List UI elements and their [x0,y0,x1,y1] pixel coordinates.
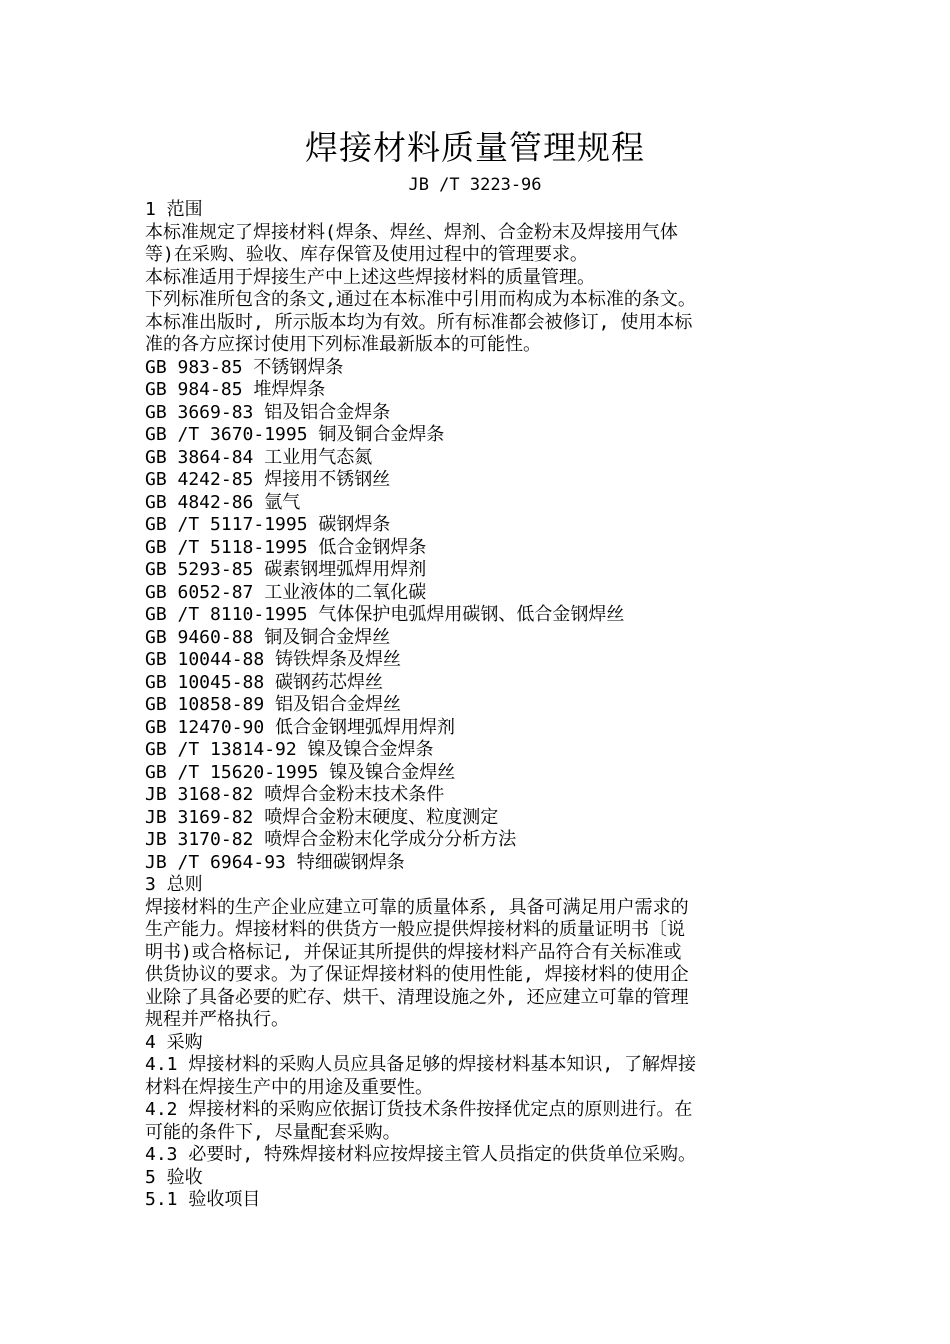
text-line: JB 3170-82 喷焊合金粉末化学成分分析方法 [145,829,517,850]
text-line: 可能的条件下, 尽量配套采购。 [145,1121,401,1143]
text-line: 5.1 验收项目 [145,1189,261,1210]
text-line: 4.1 焊接材料的采购人员应具备足够的焊接材料基本知识, 了解焊接 [145,1054,697,1075]
text-line: GB 10045-88 碳钢药芯焊丝 [145,671,384,693]
text-line: 生产能力。焊接材料的供货方一般应提供焊接材料的质量证明书〔说 [145,919,685,940]
text-line: 4 采购 [145,1031,203,1053]
text-line: 供货协议的要求。为了保证焊接材料的使用性能, 焊接材料的使用企 [145,964,689,985]
document-body [145,199,817,1212]
text-line: 4.3 必要时, 特殊焊接材料应按焊接主管人员指定的供货单位采购。 [145,1144,697,1165]
text-line: JB /T 6964-93 特细碳钢焊条 [145,851,405,873]
text-line: 本标准规定了焊接材料(焊条、焊丝、焊剂、合金粉末及焊接用气体 [145,221,678,243]
text-line: GB 5293-85 碳素钢埋弧焊用焊剂 [145,559,427,580]
text-line: 焊接材料的生产企业应建立可靠的质量体系, 具备可满足用户需求的 [145,896,689,918]
text-line: 明书)或合格标记, 并保证其所提供的焊接材料产品符合有关标准或 [145,941,682,963]
text-line: GB 984-85 堆焊焊条 [145,379,326,400]
text-line: GB 4842-86 氩气 [145,491,301,513]
text-line: GB 3669-83 铝及铝合金焊条 [145,401,391,423]
text-line: GB 10044-88 铸铁焊条及焊丝 [145,649,402,670]
text-line: 准的各方应探讨使用下列标准最新版本的可能性。 [145,334,541,355]
text-line: GB 10858-89 铝及铝合金焊丝 [145,694,402,715]
text-line: GB 4242-85 焊接用不锈钢丝 [145,469,391,490]
text-line: 业除了具备必要的贮存、烘干、清理设施之外, 还应建立可靠的管理 [145,986,689,1008]
text-line: GB 6052-87 工业液体的二氧化碳 [145,581,427,603]
text-line: GB 12470-90 低合金钢埋弧焊用焊剂 [145,716,456,738]
text-line: 材料在焊接生产中的用途及重要性。 [145,1076,433,1098]
text-line: GB 3864-84 工业用气态氮 [145,446,373,468]
text-line: 1 范围 [145,199,203,220]
text-line: 本标准出版时, 所示版本均为有效。所有标准都会被修订, 使用本标 [145,311,693,333]
text-line: GB 9460-88 铜及铜合金焊丝 [145,626,391,648]
text-line: 3 总则 [145,874,203,895]
text-line: 4.2 焊接材料的采购应依据订货技术条件按择优定点的原则进行。在 [145,1099,693,1120]
text-line: GB /T 13814-92 镍及镍合金焊条 [145,739,434,760]
text-line: JB 3169-82 喷焊合金粉末硬度、粒度测定 [145,806,499,828]
text-line: 5 验收 [145,1166,203,1188]
document-title: 焊接材料质量管理规程 [305,128,645,167]
text-line: GB /T 5117-1995 碳钢焊条 [145,514,391,535]
text-line: GB 983-85 不锈钢焊条 [145,356,344,378]
text-line: JB 3168-82 喷焊合金粉末技术条件 [145,784,445,805]
text-line: 下列标准所包含的条文,通过在本标准中引用而构成为本标准的条文。 [145,289,696,310]
text-line: 本标准适用于焊接生产中上述这些焊接材料的质量管理。 [145,266,595,288]
text-line: 规程并严格执行。 [145,1009,289,1030]
text-line: GB /T 8110-1995 气体保护电弧焊用碳钢、低合金钢焊丝 [145,604,625,625]
text-line: GB /T 5118-1995 低合金钢焊条 [145,536,427,558]
text-line: GB /T 3670-1995 铜及铜合金焊条 [145,424,445,445]
text-line: 等)在采购、验收、库存保管及使用过程中的管理要求。 [145,244,588,265]
text-line: GB /T 15620-1995 镍及镍合金焊丝 [145,761,456,783]
standard-code: JB /T 3223-96 [408,175,542,195]
